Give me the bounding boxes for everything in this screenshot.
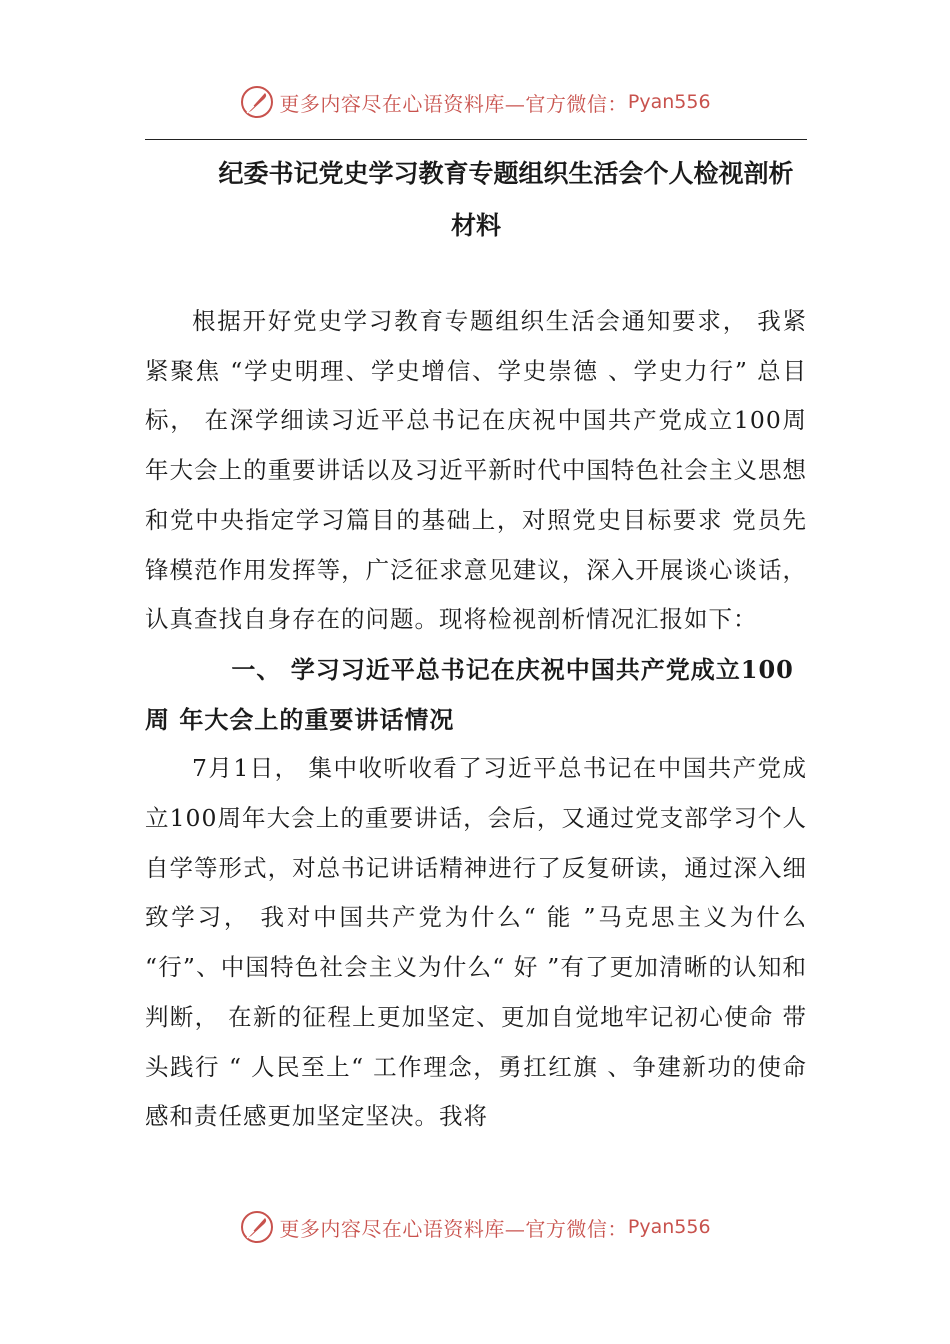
document-body (145, 297, 807, 1142)
watermark-text: 更多内容尽在心语资料库—官方微信： (279, 91, 628, 116)
watermark-wechat-id: Pyan556 (627, 91, 711, 113)
watermark-text: 更多内容尽在心语资料库—官方微信： (279, 1216, 628, 1241)
header-rule (145, 139, 807, 140)
section-1-paragraph: 7月1日， 集中收听收看了习近平总书记在中国共产党成立100周年大会上的重要讲话，会后，又通过党支部学习个人自学等形式，对总书记讲话精神进行了反复研读，通过深入细致学习， 我对中国共产党为什么“ 能 ”马克思主义为什么 “行”、中国特色社会主义为什么“ 好 ”有了更加清晰的认知和判断， 在新的征程上更加坚定、更加自觉地牢记初心使命 带头践行 “ 人民至上“ 工作理念，勇扛红旗 、争建新功的使命感和责任感更加坚定坚决。我将 (145, 754, 807, 1131)
watermark-header (0, 82, 950, 122)
title-line-2: 材料 (450, 211, 501, 240)
title-line-1: 纪委书记党史学习教育专题组织生活会个人检视剖析 (218, 159, 794, 188)
section-heading-1: 一、 学习习近平总书记在庆祝中国共产党成立100周 年大会上的重要讲话情况 (145, 654, 794, 734)
quill-logo-icon (239, 84, 275, 120)
document-title (145, 148, 807, 252)
watermark-wechat-id: Pyan556 (627, 1216, 711, 1238)
watermark-footer (0, 1207, 950, 1247)
quill-logo-icon (239, 1209, 275, 1245)
intro-paragraph: 根据开好党史学习教育专题组织生活会通知要求， 我紧紧聚焦 “学史明理、学史增信、学史崇德 、学史力行” 总目标， 在深学细读习近平总书记在庆祝中国共产党成立100周年大会上的重要讲话以及习近平新时代中国特色社会主义思想和党中央指定学习篇目的基础上，对照党史目标要求 党员先锋模范作用发挥等，广泛征求意见建议，深入开展谈心谈话，认真查找自身存在的问题。现将检视剖析情况汇报如下： (145, 307, 807, 634)
